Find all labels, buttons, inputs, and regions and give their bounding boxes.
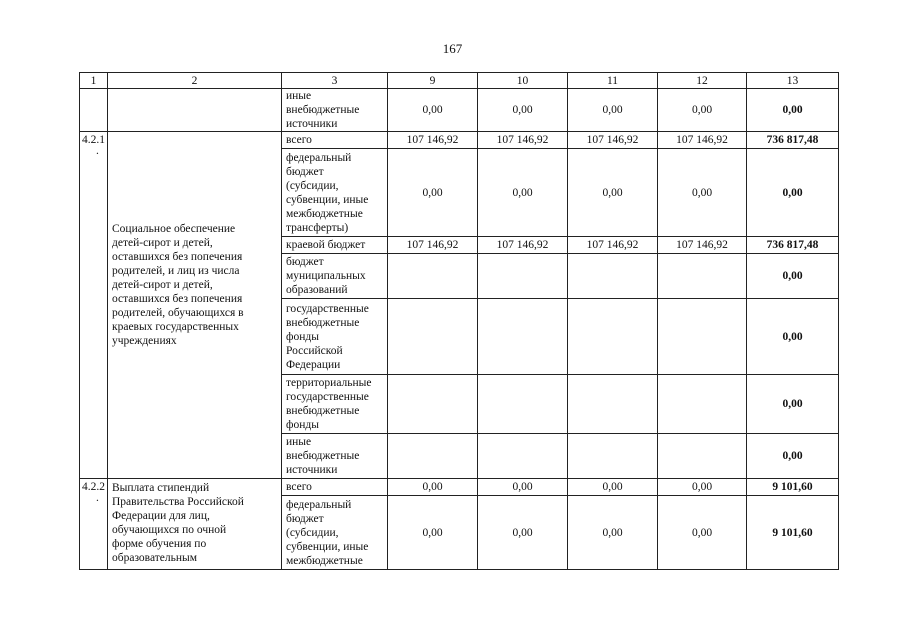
name-line: Социальное обеспечение (112, 223, 236, 235)
name-line: Выплата стипендий (112, 482, 210, 494)
header-cell: 13 (747, 73, 839, 89)
total-cell: 0,00 (747, 149, 839, 237)
source-line: Федерации (286, 358, 341, 371)
source-line: бюджет (286, 512, 324, 525)
total-cell: 0,00 (747, 89, 839, 132)
total-cell: 736 817,48 (747, 132, 839, 149)
name-line: родителей, и лиц из числа (112, 265, 240, 277)
source-cell (282, 434, 388, 479)
source-line: образований (286, 284, 348, 296)
source-cell (282, 149, 388, 237)
source-line: внебюджетные (286, 450, 360, 462)
section-code-dot: . (96, 145, 99, 157)
total-cell: 9 101,60 (747, 496, 839, 570)
value-cell: 0,00 (388, 479, 478, 496)
source-line: фонды (286, 330, 319, 343)
source-line: государственные (286, 391, 369, 403)
code-cell (80, 132, 108, 479)
value-cell (658, 434, 747, 479)
value-cell (568, 375, 658, 434)
header-cell: 10 (478, 73, 568, 89)
value-cell: 107 146,92 (658, 237, 747, 254)
source-line: внебюджетные (286, 316, 360, 329)
total-cell: 0,00 (747, 254, 839, 299)
value-cell: 107 146,92 (478, 237, 568, 254)
value-cell: 0,00 (478, 89, 568, 132)
value-cell: 0,00 (658, 89, 747, 132)
source-line: (субсидии, (286, 526, 339, 539)
value-cell: 107 146,92 (478, 132, 568, 149)
name-line: форме обучения по (112, 538, 207, 550)
value-cell (568, 299, 658, 375)
name-line: обучающихся по очной (112, 524, 227, 536)
source-line: бюджет (286, 165, 324, 178)
value-cell: 107 146,92 (388, 237, 478, 254)
value-cell (568, 434, 658, 479)
value-cell: 0,00 (478, 149, 568, 237)
value-cell: 0,00 (568, 89, 658, 132)
page-number: 167 (442, 41, 463, 56)
value-cell: 107 146,92 (568, 132, 658, 149)
source-line: трансферты) (286, 221, 349, 234)
source-line: источники (286, 464, 338, 476)
header-cell: 9 (388, 73, 478, 89)
source-cell (282, 254, 388, 299)
value-cell (388, 375, 478, 434)
value-cell (388, 299, 478, 375)
value-cell (568, 254, 658, 299)
source-line: краевой бюджет (286, 239, 366, 251)
source-line: субвенции, иные (286, 193, 369, 206)
total-cell: 0,00 (747, 434, 839, 479)
source-cell (282, 237, 388, 254)
name-cell (108, 132, 282, 479)
source-line: источники (286, 118, 338, 130)
value-cell (658, 299, 747, 375)
code-cell (80, 89, 108, 132)
source-line: всего (286, 481, 312, 493)
source-line: внебюджетные (286, 104, 360, 116)
value-cell: 0,00 (478, 496, 568, 570)
source-line: федеральный (286, 151, 352, 164)
source-line: государственные (286, 302, 369, 315)
value-cell (478, 299, 568, 375)
source-cell (282, 375, 388, 434)
name-line: краевых государственных (112, 321, 239, 333)
source-cell (282, 479, 388, 496)
source-line: муниципальных (286, 270, 366, 282)
name-cell (108, 479, 282, 570)
value-cell: 0,00 (568, 496, 658, 570)
source-line: территориальные (286, 377, 372, 389)
header-cell: 3 (282, 73, 388, 89)
code-cell (80, 479, 108, 570)
value-cell: 0,00 (388, 89, 478, 132)
name-line: Правительства Российской (112, 496, 244, 508)
name-line: детей-сирот и детей, (112, 237, 213, 249)
value-cell (388, 434, 478, 479)
name-line: родителей, обучающихся в (112, 307, 244, 319)
name-line: оставшихся без попечения (112, 251, 243, 263)
value-cell: 0,00 (658, 479, 747, 496)
source-line: межбюджетные (286, 207, 363, 220)
value-cell: 0,00 (658, 149, 747, 237)
value-cell: 0,00 (388, 149, 478, 237)
value-cell: 0,00 (388, 496, 478, 570)
header-cell: 12 (658, 73, 747, 89)
value-cell: 0,00 (568, 479, 658, 496)
source-line: всего (286, 134, 312, 146)
value-cell (478, 434, 568, 479)
header-cell: 1 (80, 73, 108, 89)
name-line: образовательным (112, 552, 198, 564)
table-row (80, 89, 839, 132)
section-code-dot: . (96, 492, 99, 504)
total-cell: 736 817,48 (747, 237, 839, 254)
source-line: бюджет (286, 256, 324, 268)
value-cell (388, 254, 478, 299)
value-cell: 107 146,92 (658, 132, 747, 149)
value-cell: 107 146,92 (388, 132, 478, 149)
source-cell (282, 496, 388, 570)
value-cell: 107 146,92 (568, 237, 658, 254)
source-line: субвенции, иные (286, 540, 369, 553)
section-code: 4.2.1 (82, 134, 105, 146)
section-code: 4.2.2 (82, 481, 105, 493)
source-line: федеральный (286, 498, 352, 511)
source-cell (282, 132, 388, 149)
header-cell: 2 (108, 73, 282, 89)
total-cell: 0,00 (747, 375, 839, 434)
total-cell: 0,00 (747, 299, 839, 375)
value-cell: 0,00 (658, 496, 747, 570)
value-cell (478, 375, 568, 434)
value-cell (478, 254, 568, 299)
name-cell (108, 89, 282, 132)
source-line: иные (286, 436, 312, 448)
name-line: учреждениях (112, 335, 177, 347)
total-cell: 9 101,60 (747, 479, 839, 496)
source-line: Российской (286, 344, 343, 357)
table-row (80, 479, 839, 496)
table-header-row (80, 73, 839, 89)
value-cell (658, 375, 747, 434)
table-row (80, 132, 839, 149)
source-line: иные (286, 90, 312, 102)
source-line: фонды (286, 419, 319, 431)
source-line: межбюджетные (286, 554, 363, 567)
source-cell (282, 89, 388, 132)
budget-table (79, 72, 839, 570)
name-line: оставшихся без попечения (112, 293, 243, 305)
source-line: (субсидии, (286, 179, 339, 192)
value-cell: 0,00 (478, 479, 568, 496)
source-cell (282, 299, 388, 375)
header-cell: 11 (568, 73, 658, 89)
name-line: детей-сирот и детей, (112, 279, 213, 291)
value-cell (658, 254, 747, 299)
value-cell: 0,00 (568, 149, 658, 237)
source-line: внебюджетные (286, 405, 360, 417)
name-line: Федерации для лиц, (112, 510, 210, 522)
